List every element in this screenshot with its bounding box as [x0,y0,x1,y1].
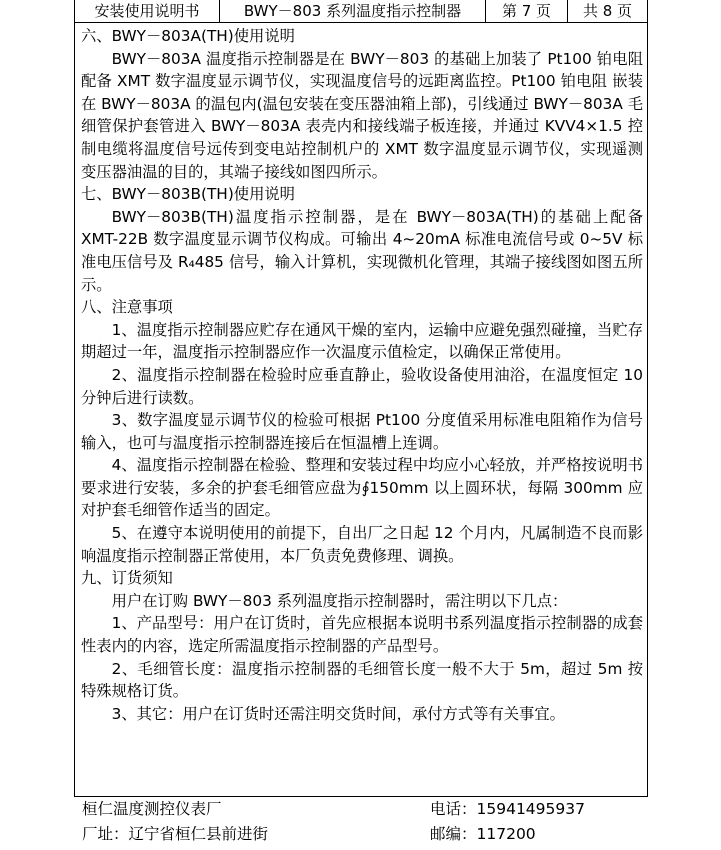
page-header [75,0,647,23]
section-title: 九、订货须知 [81,569,173,588]
company-name: 桓仁温度测控仪表厂 [82,800,222,818]
paragraph: 5、在遵守本说明使用的前提下，自出厂之日起 12 个月内，凡属制造不良而影响温度指示控制器正常使用，本厂负责免费修理、调换。 [81,524,643,565]
total-pages: 共 8 页 [582,2,633,20]
page-number: 第 7 页 [486,0,568,22]
product-title: BWY－803 系列温度指示控制器 [220,0,486,22]
factory-address: 厂址：辽宁省桓仁县前进街 [82,825,269,843]
phone-number: 电话：15941495937 [430,800,585,818]
paragraph: 4、温度指示控制器在检验、整理和安装过程中均应小心轻放，并严格按说明书要求进行安装，多余的护套毛细管应盘为∮150mm 以上圆环状，每隔 300mm 应对护套毛细管作适当的固定。 [81,456,643,520]
postal-code: 邮编：117200 [430,825,536,843]
section-title: 六、BWY－803A(TH)使用说明 [81,27,295,45]
paragraph: 2、温度指示控制器在检验时应垂直静止，验收设备使用油浴，在温度恒定 10 分钟后进行读数。 [81,365,643,407]
paragraph: BWY－803A 温度指示控制器是在 BWY－803 的基础上加装了 Pt100 铂电阻配备 XMT 数字温度显示调节仪，实现温度信号的远距离监控。Pt100 铂电阻 嵌装在 BWY－803A 的温包内(温包安装在变压器油箱上部)，引线通过 BWY－803A 毛细管保护套管进入 BWY－803A 表壳内和接线端子板连接，并通过 KVV4×1.5 控制电缆将温度信号远传到变电站控制机户的 XMT 数字温度显示调节仪，实现遥测变压器油温的目的，其端子接线如图四所示。 [81,49,643,181]
section-title: 七、BWY－803B(TH)使用说明 [81,185,295,204]
paragraph: 3、其它：用户在订货时还需注明交货时间，承付方式等有关事宜。 [111,704,565,723]
document-body [81,25,643,725]
paragraph: 1、产品型号：用户在订货时，首先应根据本说明书系列温度指示控制器的成套性表内的内容，选定所需温度指示控制器的产品型号。 [81,614,643,656]
paragraph: BWY－803B(TH)温度指示控制器，是在 BWY－803A(TH)的基础上配备 XMT-22B 数字温度显示调节仪构成。可输出 4~20mA 标准电流信号或 0~5V 标准电压信号及 R₄485 信号，输入计算机，实现微机化管理，其端子接线图如图五所示。 [81,207,643,294]
paragraph: 2、毛细管长度：温度指示控制器的毛细管长度一般不大于 5m，超过 5m 按特殊规格订货。 [81,659,643,701]
page-frame [74,0,648,797]
paragraph: 用户在订购 BWY－803 系列温度指示控制器时，需注明以下几点： [111,591,568,610]
paragraph: 1、温度指示控制器应贮存在通风干燥的室内，运输中应避免强烈碰撞，当贮存期超过一年，温度指示控制器应作一次温度示值检定，以确保正常使用。 [81,320,643,362]
section-title: 八、注意事项 [81,298,173,317]
paragraph: 3、数字温度显示调节仪的检验可根据 Pt100 分度值采用标准电阻箱作为信号输入，也可与温度指示控制器连接后在恒温槽上连调。 [81,411,643,452]
page-footer [82,797,642,847]
doc-title: 安装使用说明书 [75,0,220,22]
